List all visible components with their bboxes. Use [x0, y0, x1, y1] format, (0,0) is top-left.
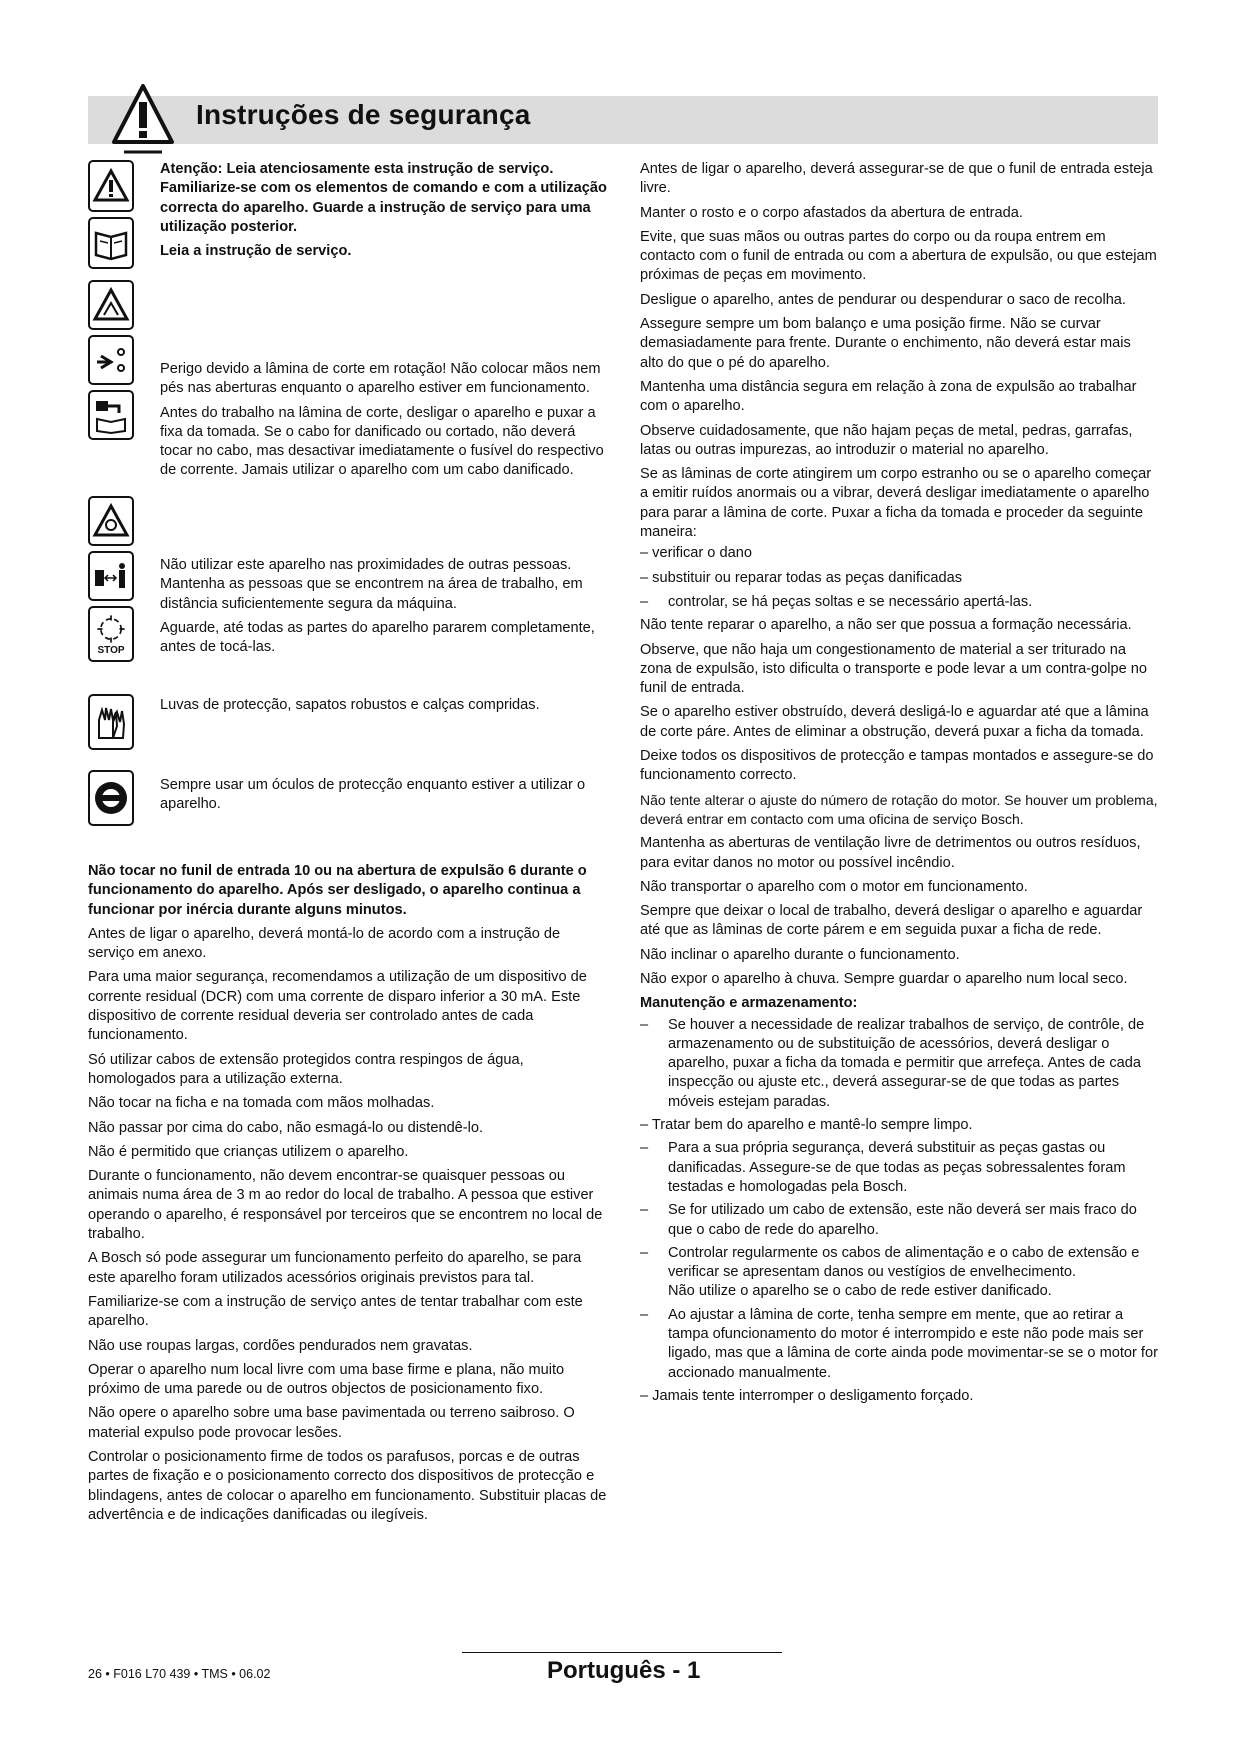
stop-wait-icon: [88, 606, 134, 662]
left-paragraph: Não use roupas largas, cordões pendurados nem gravatas.: [88, 1337, 473, 1354]
maintenance-text: Para a sua própria segurança, deverá substituir as peças gastas ou danificadas. Assegure-se de que todas as peças sobressalentes foram testadas e homologadas pela Bosch.: [668, 1140, 1126, 1195]
right-paragraph: Não tente alterar o ajuste do número de rotação do motor. Se houver um problema, deverá entrar em contacto com uma oficina de serviço Bosch.: [640, 791, 1158, 827]
right-column: [640, 160, 1158, 1411]
right-paragraph: Observe, que não haja um congestionamento de material a ser triturado na zona de expulsão, isto dificulta o transporte e pode levar a um contra-golpe no funil de entrada.: [640, 641, 1148, 697]
left-paragraph: Antes de ligar o aparelho, deverá montá-lo de acordo com a instrução de serviço em anexo.: [88, 925, 561, 962]
maintenance-heading: Manutenção e armazenamento:: [640, 995, 858, 1012]
left-paragraph: Para uma maior segurança, recomendamos a utilização de um dispositivo de corrente residual (DCR) com uma corrente de disparo inferior a 30 mA. Este dispositivo de corrente residual deveria ser controlado antes de cada funcionamento.: [88, 969, 587, 1044]
right-paragraph: Desligue o aparelho, antes de pendurar ou despendurar o saco de recolha.: [640, 291, 1126, 308]
list-dash: –: [640, 1202, 649, 1219]
right-paragraph: Se o aparelho estiver obstruído, deverá desligá-lo e aguardar até que a lâmina de corte páre. Antes de eliminar a obstrução, deverá puxar a ficha da tomada.: [640, 704, 1149, 740]
safety-goggles-icon: [88, 770, 134, 826]
blade-danger-text: Perigo devido a lâmina de corte em rotação! Não colocar mãos nem pés nas aberturas enquanto o aparelho estiver em funcionamento.: [160, 361, 601, 397]
right-paragraph: Manter o rosto e o corpo afastados da abertura de entrada.: [640, 204, 1023, 221]
right-paragraph: Evite, que suas mãos ou outras partes do corpo ou da roupa entrem em contacto com o funil de entrada ou com a abertura de expulsão, ou que estejam próximas de peças em movimento.: [640, 228, 1157, 284]
gloves-icon: [88, 694, 134, 750]
right-paragraph: Não expor o aparelho à chuva. Sempre guardar o aparelho num local seco.: [640, 970, 1128, 987]
maintenance-item: [640, 1306, 1158, 1383]
step-item: – verificar o dano: [640, 545, 752, 562]
footer-divider: [462, 1652, 782, 1653]
left-paragraph: Não é permitido que crianças utilizem o aparelho.: [88, 1143, 409, 1160]
left-column: [88, 160, 608, 1530]
gloves-text: Luvas de protecção, sapatos robustos e calças compridas.: [160, 697, 540, 713]
list-dash: –: [640, 1244, 649, 1261]
unplug-before-work-text: Antes do trabalho na lâmina de corte, desligar o aparelho e puxar a fixa da tomada. Se o cabo for danificado ou cortado, não deverá tocar no cabo, mas desactivar imediatamente o fusível do respectivo de corrente. Jamais utilizar o aparelho com um cabo danificado.: [160, 404, 604, 479]
maintenance-text: Ao ajustar a lâmina de corte, tenha sempre em mente, que ao retirar a tampa ofuncionamento do motor é interrompido e este não pode mais ser ligado, mas que a lâmina de corte ainda pode movimentar-se se o motor for accionado manualmente.: [668, 1306, 1158, 1381]
right-paragraph: Deixe todos os dispositivos de protecção e tampas montados e assegure-se do funcionamento correcto.: [640, 748, 1154, 784]
left-paragraph: Familiarize-se com a instrução de serviço antes de tentar trabalhar com este aparelho.: [88, 1293, 583, 1330]
list-dash: –: [640, 1016, 649, 1033]
maintenance-text: Se houver a necessidade de realizar trabalhos de serviço, de contrôle, de armazenamento ou de substituição de acessórios, deverá desligar o aparelho, puxar a ficha da tomada e permitir que arrefeça. Antes de cada inspecção ou ajuste etc., deverá assegurar-se de que todas as partes móveis estejam paradas.: [668, 1016, 1145, 1110]
left-paragraph: Durante o funcionamento, não devem encontrar-se quaisquer pessoas ou animais numa área de 3 m ao redor do local de trabalho. A pessoa que estiver operando o aparelho, é responsável por terceiros que se encontrem no local de trabalho.: [88, 1168, 603, 1243]
left-paragraph: Operar o aparelho num local livre com uma base firme e plana, não muito próximo de uma parede ou de outros objectos de posicionamento fixo.: [88, 1361, 565, 1398]
left-paragraph: Não opere o aparelho sobre uma base pavimentada ou terreno saibroso. O material expulso pode provocar lesões.: [88, 1405, 575, 1441]
manual-book-icon: [88, 217, 134, 269]
maintenance-text: Não utilize o aparelho se o cabo de rede estiver danificado.: [668, 1283, 1052, 1300]
unplug-manual-icon: [88, 390, 134, 440]
right-paragraph: Não transportar o aparelho com o motor em funcionamento.: [640, 878, 1028, 895]
left-paragraph: A Bosch só pode assegurar um funcionamento perfeito do aparelho, se para este aparelho foram utilizados acessórios originais previstos para tal.: [88, 1250, 582, 1286]
right-paragraph: Assegure sempre um bom balanço e uma posição firme. Não se curvar demasiadamente para frente. Durante o enchimento, não deverá estar mais alto do que o pé do aparelho.: [640, 316, 1131, 371]
right-paragraph: Observe cuidadosamente, que não hajam peças de metal, pedras, garrafas, latas ou outras impurezas, ao introduzir o material no aparelho.: [640, 422, 1133, 458]
rotating-blade-hazard-icon: [88, 280, 134, 330]
step-item-check: [640, 593, 1158, 612]
stop-label: STOP: [97, 645, 125, 656]
right-paragraph: Mantenha uma distância segura em relação à zona de expulsão ao trabalhar com o aparelho.: [640, 378, 1137, 415]
left-paragraph: Não passar por cima do cabo, não esmagá-lo ou distendê-lo.: [88, 1119, 484, 1136]
ejected-material-icon: [88, 335, 134, 385]
right-paragraph: Mantenha as aberturas de ventilação livre de detrimentos ou outros resíduos, para evitar danos no motor ou possível incêndio.: [640, 835, 1141, 871]
right-paragraph: Se as lâminas de corte atingirem um corpo estranho ou se o aparelho começar a emitir ruídos anormais ou a vibrar, deverá desligar imediatamente o aparelho para parar a lâmina de corte. Puxar a ficha da tomada e proceder da seguinte maneira:: [640, 466, 1152, 541]
left-paragraph: Não tocar na ficha e na tomada com mãos molhadas.: [88, 1095, 435, 1112]
right-paragraph: Não inclinar o aparelho durante o funcionamento.: [640, 946, 960, 963]
goggles-text: Sempre usar um óculos de protecção enquanto estiver a utilizar o aparelho.: [160, 777, 586, 813]
step-item: – substituir ou reparar todas as peças danificadas: [640, 569, 963, 586]
no-touch-warning: Não tocar no funil de entrada 10 ou na abertura de expulsão 6 durante o funcionamento do aparelho. Após ser desligado, o aparelho continua a funcionar por inércia durante alguns minutos.: [88, 863, 587, 918]
page-title: Instruções de segurança: [196, 99, 531, 130]
maintenance-item: [640, 1244, 1158, 1302]
left-paragraph: Só utilizar cabos de extensão protegidos contra respingos de água, homologados para a utilização externa.: [88, 1051, 524, 1087]
bystanders-text: Não utilizar este aparelho nas proximidades de outras pessoas. Mantenha as pessoas que se encontrem na área de trabalho, em distância suficientemente segura da máquina.: [160, 557, 583, 612]
maintenance-text: Se for utilizado um cabo de extensão, este não deverá ser mais fraco do que o cabo de rede do aparelho.: [668, 1202, 1137, 1238]
goggles-block: [88, 770, 608, 842]
warning-icon: [88, 160, 134, 212]
right-paragraph: Não tente reparar o aparelho, a não ser que possua a formação necessária.: [640, 617, 1132, 634]
list-dash: –: [640, 1306, 649, 1323]
wait-stop-text: Aguarde, até todas as partes do aparelho pararem completamente, antes de tocá-las.: [160, 619, 595, 656]
maintenance-item: [640, 1201, 1158, 1240]
list-dash: –: [640, 593, 649, 610]
maintenance-text-group: [668, 1244, 1158, 1302]
right-paragraph: Sempre que deixar o local de trabalho, deverá desligar o aparelho e aguardar até que as lâminas de corte párem e em seguida puxar a ficha de rede.: [640, 903, 1143, 939]
gloves-block: [88, 694, 608, 766]
footer-doc-code: 26 • F016 L70 439 • TMS • 06.02: [88, 1667, 271, 1681]
maintenance-item: – Jamais tente interromper o desligamento forçado.: [640, 1387, 974, 1404]
intro-warning-text: Atenção: Leia atenciosamente esta instrução de serviço. Familiarize-se com os elementos de comando e com a utilização correcta do aparelho. Guarde a instrução de serviço para uma utilização posterior.: [160, 161, 607, 235]
maintenance-text: Controlar regularmente os cabos de alimentação e o cabo de extensão e verificar se apresentam danos ou vestígios de envelhecimento.: [668, 1244, 1140, 1281]
maintenance-item: – Tratar bem do aparelho e mantê-lo sempre limpo.: [640, 1117, 973, 1134]
right-paragraph: Antes de ligar o aparelho, deverá assegurar-se de que o funil de entrada esteja livre.: [640, 161, 1153, 197]
maintenance-item: [640, 1016, 1158, 1112]
footer-page-label: Português - 1: [547, 1657, 701, 1684]
hazard-triangle-icon: [88, 496, 134, 546]
keep-distance-icon: [88, 551, 134, 601]
maintenance-item: [640, 1139, 1158, 1197]
blade-texts: [160, 360, 608, 486]
left-paragraph: Controlar o posicionamento firme de todos os parafusos, porcas e de outras partes de fixação e o posicionamento correcto dos dispositivos de protecção e blindagens, antes de colocar o aparelho em funcionamento. Substituir placas de advertência e de indicações danificadas ou ilegíveis.: [88, 1449, 607, 1523]
bystander-block: [88, 496, 608, 686]
read-manual-text: Leia a instrução de serviço.: [160, 243, 352, 260]
list-dash: –: [640, 1140, 649, 1157]
step-check-text: controlar, se há peças soltas e se necessário apertá-las.: [668, 593, 1033, 610]
